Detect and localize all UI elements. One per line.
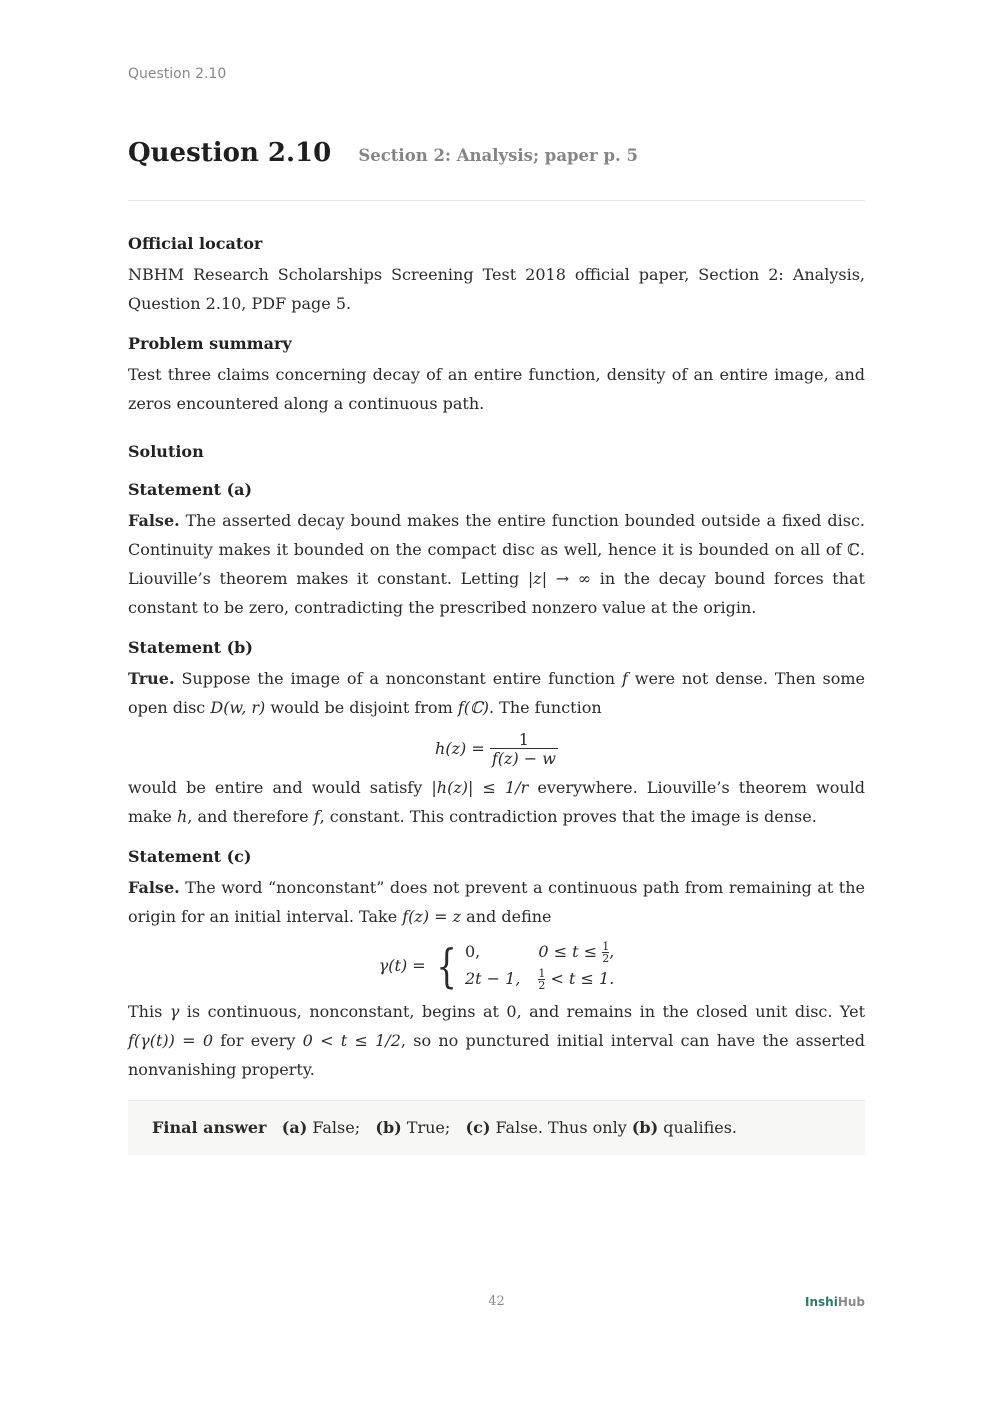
locator-text: NBHM Research Scholarships Screening Test 2018 official paper, Section 2: Analysis, Question 2.10, PDF page 5.	[128, 265, 865, 313]
equation-gamma: γ(t) = { 0, 0 ≤ t ≤ $\frac{1}{2}$ , 2t − 1, $\frac{1}{2}$ < t ≤ 1.	[378, 939, 615, 993]
statement-b-text-cont: would be entire and would satisfy |h(z)| ≤ 1/r everywhere. Liouville’s theorem would make h, and therefore f, constant. This contradiction proves that the image is dense.	[128, 778, 866, 826]
brand-logo: InshiHub	[805, 1295, 865, 1309]
page-title: Question 2.10	[128, 138, 332, 168]
locator-heading: Official locator	[128, 234, 263, 253]
equation-h: h(z) = $\frac{1}{f(z) - w}$	[435, 730, 556, 768]
left-brace: {	[436, 939, 457, 993]
final-answer-label: Final answer	[152, 1118, 267, 1137]
final-answer-box: Final answer (a) False; (b) True; (c) False. Thus only (b) qualifies.	[128, 1100, 865, 1155]
statement-c-text: False. The word “nonconstant” does not prevent a continuous path from remaining at the origin for an initial interval. Take f(z) = z and define	[128, 878, 865, 926]
summary-heading: Problem summary	[128, 334, 292, 353]
running-head: Question 2.10	[128, 66, 227, 82]
statement-c-heading: Statement (c)	[128, 847, 252, 866]
page-subtitle: Section 2: Analysis; paper p. 5	[358, 146, 638, 165]
statement-c-text-cont: This γ is continuous, nonconstant, begins at 0, and remains in the closed unit disc. Yet f(γ(t)) = 0 for every 0 < t ≤ 1/2, so no punctured initial interval can have the asserted nonvanishing property.	[128, 1002, 866, 1079]
statement-b-heading: Statement (b)	[128, 638, 253, 657]
statement-a-text: False. The asserted decay bound makes the entire function bounded outside a fixed disc. Continuity makes it bounded on the compact disc as well, hence it is bounded on all of ℂ. Liouville’s theorem makes it constant. Letting |z| → ∞ in the decay bound forces that constant to be zero, contradicting the prescribed nonzero value at the origin.	[128, 511, 865, 617]
statement-a-verdict: False.	[128, 511, 180, 530]
summary-text: Test three claims concerning decay of an entire function, density of an entire image, and zeros encountered along a continuous path.	[128, 365, 865, 413]
statement-c-verdict: False.	[128, 878, 180, 897]
title-divider	[128, 200, 865, 201]
page-number: 42	[488, 1294, 505, 1309]
statement-b-text: True. Suppose the image of a nonconstant entire function f were not dense. Then some open disc D(w, r) would be disjoint from f(ℂ). The function	[128, 669, 865, 717]
fraction: $\frac{1}{f(z) - w}$	[491, 730, 556, 768]
statement-b-verdict: True.	[128, 669, 175, 688]
solution-heading: Solution	[128, 442, 204, 461]
document-body	[128, 232, 865, 1155]
page-title-row	[128, 138, 865, 168]
statement-a-heading: Statement (a)	[128, 480, 253, 499]
